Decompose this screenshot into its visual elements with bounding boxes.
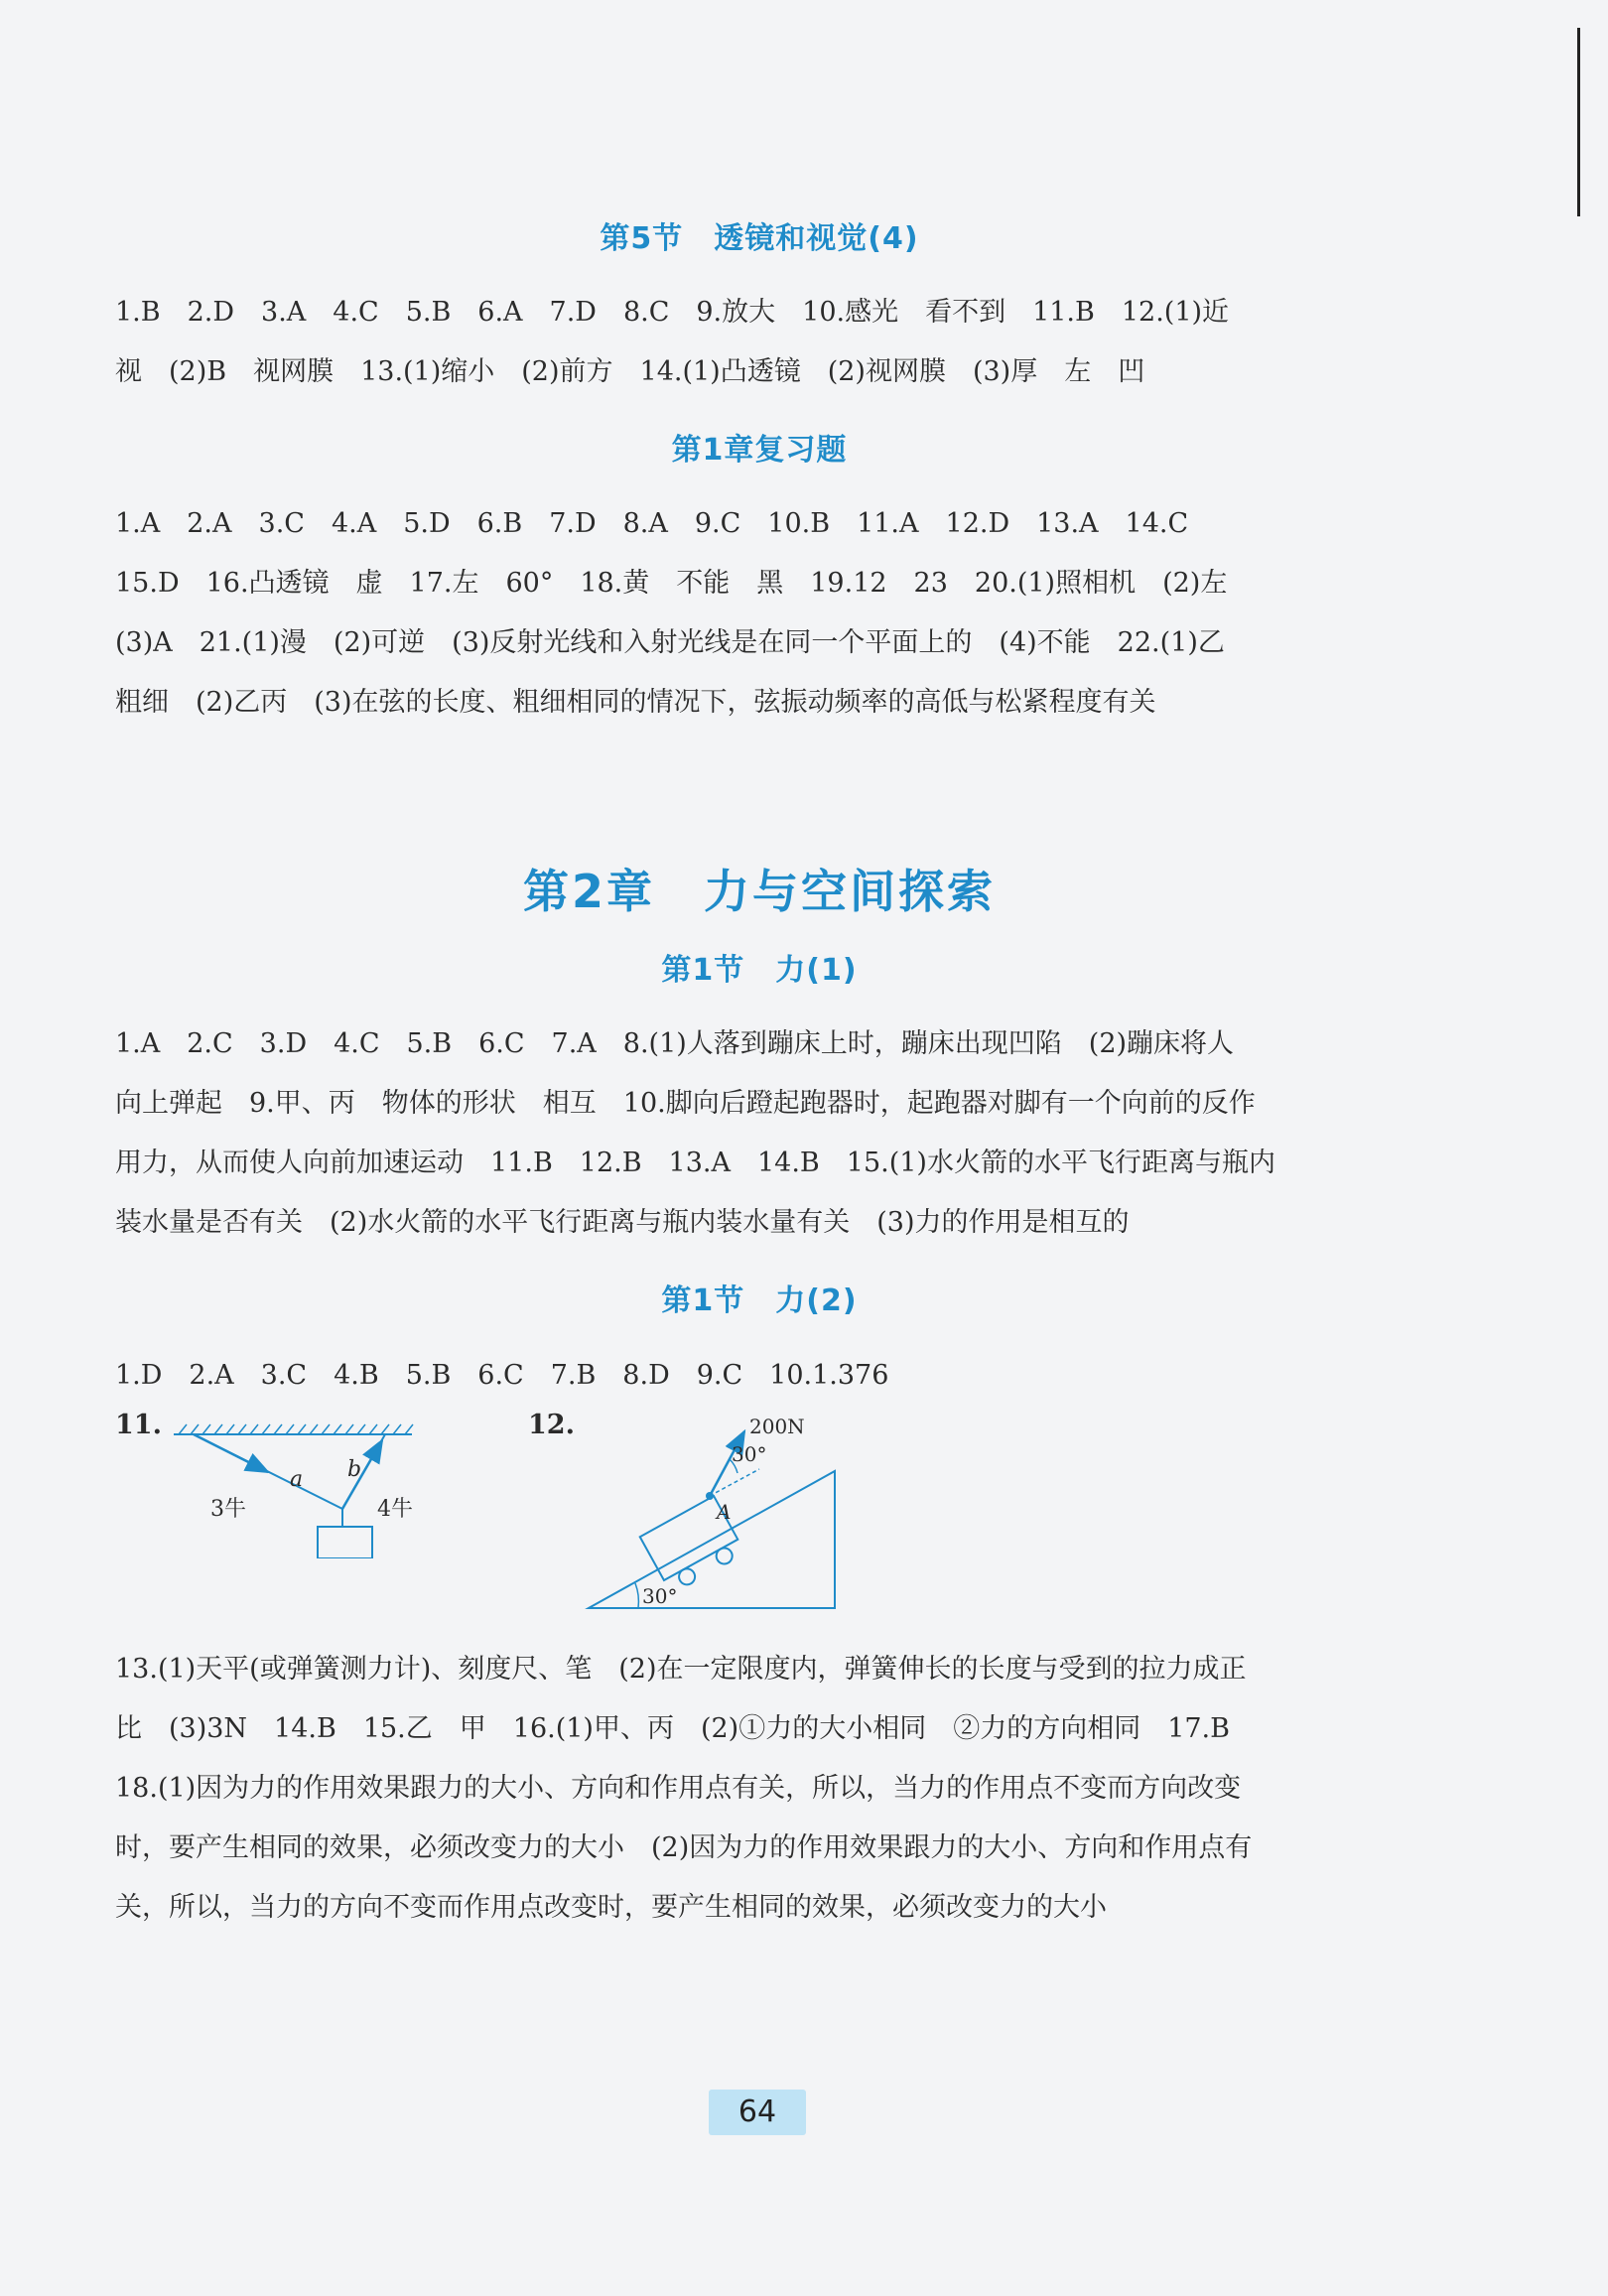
- page-number: 64: [709, 2090, 806, 2135]
- figure-11-diagram: [159, 1415, 427, 1558]
- cart-wheel-left: [676, 1565, 698, 1587]
- answer-line: 用力，从而使人向前加速运动 11.B 12.B 13.A 14.B 15.(1)水火箭的水平飞行距离与瓶内: [115, 1148, 1275, 1178]
- slope-angle-arc: [635, 1583, 638, 1608]
- section-heading-force-2: 第1节 力(2): [661, 1283, 858, 1318]
- answer-line: 比 (3)3N 14.B 15.乙 甲 16.(1)甲、丙 (2)①力的大小相同 ②力的方向相同 17.B: [115, 1713, 1230, 1744]
- section-heading-force-1: 第1节 力(1): [661, 953, 858, 988]
- section-answers-force-1: [115, 1014, 1406, 1253]
- answer-line: 1.A 2.A 3.C 4.A 5.D 6.B 7.D 8.A 9.C 10.B 11.A 12.D 13.A 14.C: [115, 508, 1189, 539]
- section-answers-lens-vision-4: [115, 283, 1406, 402]
- answer-line: 装水量是否有关 (2)水火箭的水平飞行距离与瓶内装水量有关 (3)力的作用是相互的: [115, 1207, 1130, 1238]
- label-b: b: [347, 1457, 362, 1482]
- figure-11-label: 11.: [115, 1410, 162, 1440]
- answer-line: (3)A 21.(1)漫 (2)可逆 (3)反射光线和入射光线是在同一个平面上的 (4)不能 22.(1)乙: [115, 627, 1225, 658]
- label-a: a: [290, 1467, 304, 1492]
- chapter-title: 第2章 力与空间探索: [522, 865, 996, 918]
- answer-line: 时，要产生相同的效果，必须改变力的大小 (2)因为力的作用效果跟力的大小、方向和作用点有: [115, 1832, 1253, 1863]
- answer-line: 15.D 16.凸透镜 虚 17.左 60° 18.黄 不能 黑 19.12 23 20.(1)照相机 (2)左: [115, 568, 1228, 599]
- answer-line: 13.(1)天平(或弹簧测力计)、刻度尺、笔 (2)在一定限度内，弹簧伸长的长度与受到的拉力成正: [115, 1654, 1247, 1685]
- section-answers-force-2: [115, 1346, 1406, 1406]
- answer-line: 1.B 2.D 3.A 4.C 5.B 6.A 7.D 8.C 9.放大 10.感光 看不到 11.B 12.(1)近: [115, 297, 1230, 328]
- figure-12-label: 12.: [528, 1410, 575, 1440]
- force-arrow-a: [194, 1434, 268, 1472]
- force-label: 200N: [749, 1415, 805, 1438]
- answer-line: 18.(1)因为力的作用效果跟力的大小、方向和作用点有关，所以，当力的作用点不变而方向改变: [115, 1773, 1242, 1804]
- point-a-label: A: [717, 1500, 732, 1524]
- answer-line: 关，所以，当力的方向不变而作用点改变时，要产生相同的效果，必须改变力的大小: [115, 1892, 1107, 1923]
- label-right-force: 4牛: [377, 1497, 413, 1522]
- ceiling-hatch: [179, 1424, 413, 1434]
- answer-line: 向上弹起 9.甲、丙 物体的形状 相互 10.脚向后蹬起跑器时，起跑器对脚有一个向前的反作: [115, 1088, 1256, 1119]
- figure-12-diagram: [581, 1410, 859, 1613]
- answer-line: 1.A 2.C 3.D 4.C 5.B 6.C 7.A 8.(1)人落到蹦床上时，蹦床出现凹陷 (2)蹦床将人: [115, 1028, 1235, 1059]
- answer-line: 1.D 2.A 3.C 4.B 5.B 6.C 7.B 8.D 9.C 10.1.376: [115, 1360, 889, 1391]
- cart-wheel-right: [714, 1546, 736, 1567]
- hanging-box: [318, 1527, 372, 1558]
- section-answers-force-2-continued: [115, 1640, 1406, 1938]
- section-answers-chapter1-review: [115, 494, 1406, 733]
- section-heading-lens-vision-4: 第5节 透镜和视觉(4): [600, 221, 919, 256]
- section-heading-chapter1-review: 第1章复习题: [671, 433, 848, 468]
- scan-edge-line: [1577, 28, 1580, 216]
- answer-line: 视 (2)B 视网膜 13.(1)缩小 (2)前方 14.(1)凸透镜 (2)视网膜 (3)厚 左 凹: [115, 356, 1145, 387]
- force-angle-label: 30°: [732, 1442, 767, 1466]
- answer-line: 粗细 (2)乙丙 (3)在弦的长度、粗细相同的情况下，弦振动频率的高低与松紧程度有关: [115, 687, 1156, 718]
- label-left-force: 3牛: [210, 1497, 246, 1522]
- slope-angle-label: 30°: [642, 1584, 678, 1608]
